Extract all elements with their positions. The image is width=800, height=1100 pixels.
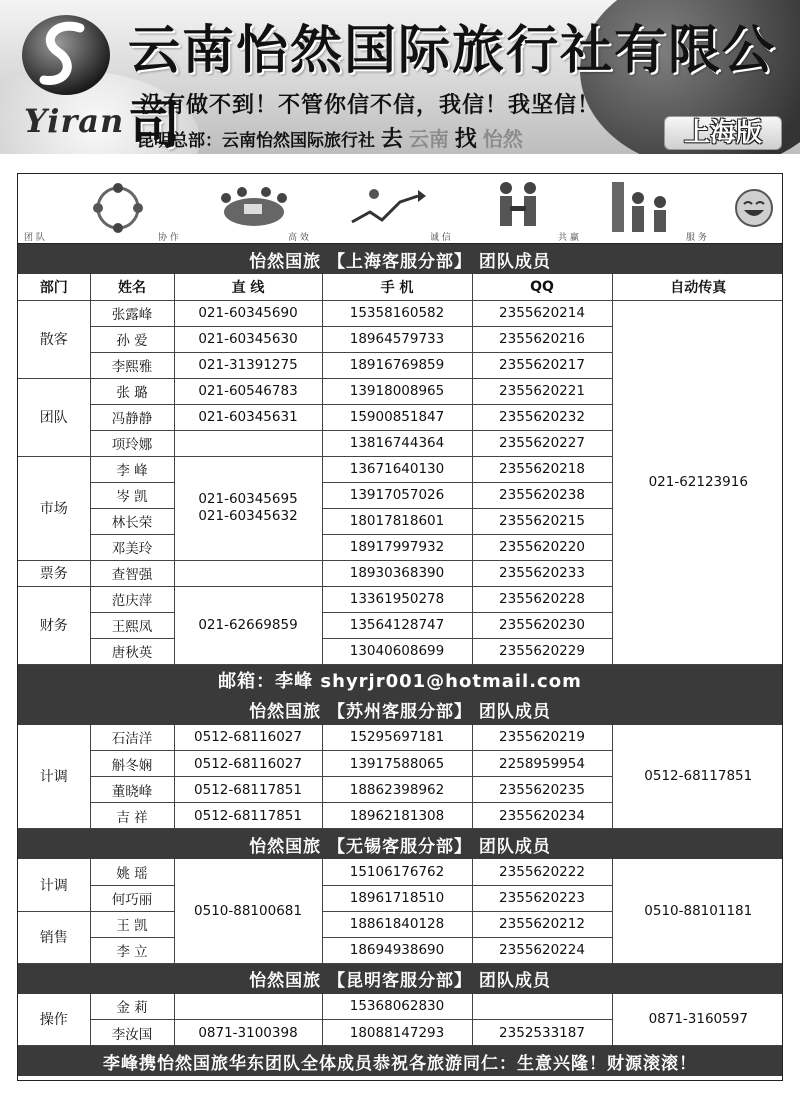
hq-prefix: 昆明总部：云南怡然国际旅行社	[137, 131, 375, 151]
qq-cell: 2355620227	[472, 430, 612, 456]
name-cell: 王熙凤	[90, 612, 174, 638]
phone-cell: 021-62669859	[174, 586, 322, 664]
phone-cell: 0512-68117851	[174, 803, 322, 829]
qq-cell: 2258959954	[472, 751, 612, 777]
mobile-cell: 13918008965	[322, 378, 472, 404]
name-cell: 姚 瑶	[90, 859, 174, 885]
email-band: 邮箱：李峰 shyrjr001@hotmail.com	[18, 665, 782, 695]
qq-cell: 2352533187	[472, 1020, 612, 1046]
name-cell: 孙 爱	[90, 326, 174, 352]
header-mobile: 手 机	[322, 274, 472, 300]
qq-cell: 2355620228	[472, 586, 612, 612]
mobile-cell: 18862398962	[322, 777, 472, 803]
qq-cell: 2355620229	[472, 638, 612, 664]
phone-cell: 021-31391275	[174, 352, 322, 378]
dept-cell: 财务	[18, 586, 90, 664]
qq-cell: 2355620220	[472, 534, 612, 560]
mobile-cell: 13917588065	[322, 751, 472, 777]
name-cell: 李熙雅	[90, 352, 174, 378]
hq-go: 去	[380, 127, 403, 152]
mobile-cell: 18930368390	[322, 560, 472, 586]
shanghai-table	[18, 274, 783, 665]
value-label: 高 效	[288, 233, 309, 243]
hq-find: 找	[454, 127, 477, 152]
qq-cell: 2355620223	[472, 885, 612, 911]
phone-cell	[174, 994, 322, 1020]
name-cell: 李汝国	[90, 1020, 174, 1046]
name-cell: 斛冬娴	[90, 751, 174, 777]
header-qq: QQ	[472, 274, 612, 300]
suzhou-section-band: 怡然国旅 【苏州客服分部】 团队成员	[18, 695, 782, 725]
mobile-cell: 15368062830	[322, 994, 472, 1020]
mobile-cell: 18861840128	[322, 911, 472, 937]
phone-cell: 021-60345690	[174, 300, 322, 326]
phone-cell: 0510-88100681	[174, 859, 322, 963]
phone-cell: 0512-68116027	[174, 725, 322, 751]
fax-cell: 0512-68117851	[612, 725, 783, 829]
mobile-cell: 13917057026	[322, 482, 472, 508]
growth-arrow-icon	[348, 182, 428, 234]
fax-cell: 0510-88101181	[612, 859, 783, 963]
phone-cell: 0512-68117851	[174, 777, 322, 803]
dept-cell: 操作	[18, 994, 90, 1046]
value-label: 共 赢	[558, 233, 579, 243]
mobile-cell: 15358160582	[322, 300, 472, 326]
table-row	[18, 859, 783, 885]
name-cell: 董晓峰	[90, 777, 174, 803]
dept-cell: 市场	[18, 456, 90, 560]
name-cell: 冯静静	[90, 404, 174, 430]
name-cell: 项玲娜	[90, 430, 174, 456]
phone-cell	[174, 430, 322, 456]
dept-cell: 团队	[18, 378, 90, 456]
slogan: 没有做不到！不管你信不信，我信！我坚信！	[140, 93, 601, 118]
qq-cell: 2355620216	[472, 326, 612, 352]
qq-cell: 2355620222	[472, 859, 612, 885]
contact-directory	[17, 173, 783, 1081]
name-cell: 范庆萍	[90, 586, 174, 612]
qq-cell: 2355620221	[472, 378, 612, 404]
mobile-cell: 18694938690	[322, 937, 472, 963]
mobile-cell: 18917997932	[322, 534, 472, 560]
wuxi-table	[18, 859, 783, 964]
mobile-cell: 18916769859	[322, 352, 472, 378]
header-phone: 直 线	[174, 274, 322, 300]
table-row	[18, 300, 783, 326]
mobile-cell: 18964579733	[322, 326, 472, 352]
name-cell: 李 峰	[90, 456, 174, 482]
name-cell: 李 立	[90, 937, 174, 963]
qq-cell: 2355620224	[472, 937, 612, 963]
company-name: 云南怡然国际旅行社有限公司	[128, 21, 777, 154]
phone-cell: 0871-3100398	[174, 1020, 322, 1046]
mobile-cell: 15295697181	[322, 725, 472, 751]
qq-cell: 2355620230	[472, 612, 612, 638]
phone-cell	[174, 560, 322, 586]
teamwork-figures-icon	[78, 180, 158, 236]
fax-cell: 021-62123916	[612, 300, 783, 664]
qq-cell	[472, 994, 612, 1020]
kunming-section-band: 怡然国旅 【昆明客服分部】 团队成员	[18, 964, 782, 994]
phone-cell: 0512-68116027	[174, 751, 322, 777]
name-cell: 岑 凯	[90, 482, 174, 508]
edition-badge: 上海版	[664, 116, 782, 150]
suzhou-table	[18, 725, 783, 830]
smiley-icon	[734, 188, 774, 228]
headquarters-line	[137, 122, 523, 153]
qq-cell: 2355620232	[472, 404, 612, 430]
kunming-table	[18, 994, 783, 1047]
table-row	[18, 725, 783, 751]
mobile-cell: 13361950278	[322, 586, 472, 612]
table-header-row	[18, 274, 783, 300]
name-cell: 王 凯	[90, 911, 174, 937]
phone-line: 021-60345695	[198, 491, 298, 507]
dept-cell: 计调	[18, 725, 90, 829]
dept-cell: 散客	[18, 300, 90, 378]
name-cell: 唐秋英	[90, 638, 174, 664]
footer-greeting-band: 李峰携怡然国旅华东团队全体成员恭祝各旅游同仁：生意兴隆！财源滚滚！	[18, 1046, 782, 1076]
dept-cell: 票务	[18, 560, 90, 586]
logo-text: Yiran	[24, 102, 125, 140]
qq-cell: 2355620218	[472, 456, 612, 482]
header-fax: 自动传真	[612, 274, 783, 300]
header-dept: 部门	[18, 274, 90, 300]
value-label: 诚 信	[430, 233, 451, 243]
wuxi-section-band: 怡然国旅 【无锡客服分部】 团队成员	[18, 829, 782, 859]
phone-cell: 021-60345630	[174, 326, 322, 352]
meeting-table-icon	[214, 182, 294, 234]
name-cell: 吉 祥	[90, 803, 174, 829]
mobile-cell: 13671640130	[322, 456, 472, 482]
qq-cell: 2355620214	[472, 300, 612, 326]
name-cell: 邓美玲	[90, 534, 174, 560]
name-cell: 金 莉	[90, 994, 174, 1020]
value-label: 协 作	[158, 233, 179, 243]
mobile-cell: 15106176762	[322, 859, 472, 885]
mobile-cell: 13564128747	[322, 612, 472, 638]
name-cell: 石洁洋	[90, 725, 174, 751]
mobile-cell: 13816744364	[322, 430, 472, 456]
qq-cell: 2355620233	[472, 560, 612, 586]
hq-yiran: 怡然	[482, 127, 523, 151]
win-win-figures-icon	[608, 178, 678, 236]
qq-cell: 2355620212	[472, 911, 612, 937]
handshake-icon	[488, 180, 548, 236]
table-row	[18, 994, 783, 1020]
value-label: 团 队	[24, 233, 45, 243]
name-cell: 林长荣	[90, 508, 174, 534]
name-cell: 查智强	[90, 560, 174, 586]
qq-cell: 2355620215	[472, 508, 612, 534]
hq-yunnan: 云南	[408, 127, 449, 151]
mobile-cell: 13040608699	[322, 638, 472, 664]
phone-cell: 021-60546783	[174, 378, 322, 404]
qq-cell: 2355620235	[472, 777, 612, 803]
shanghai-section-band: 怡然国旅 【上海客服分部】 团队成员	[18, 244, 782, 274]
dept-cell: 计调	[18, 859, 90, 911]
phone-cell: 021-60345631	[174, 404, 322, 430]
mobile-cell: 18017818601	[322, 508, 472, 534]
values-strip	[18, 174, 782, 244]
qq-cell: 2355620219	[472, 725, 612, 751]
header-name: 姓名	[90, 274, 174, 300]
fax-cell: 0871-3160597	[612, 994, 783, 1046]
logo-icon	[18, 10, 114, 100]
qq-cell: 2355620217	[472, 352, 612, 378]
mobile-cell: 15900851847	[322, 404, 472, 430]
dept-cell: 销售	[18, 911, 90, 963]
qq-cell: 2355620238	[472, 482, 612, 508]
header-banner	[0, 0, 800, 154]
name-cell: 张露峰	[90, 300, 174, 326]
mobile-cell: 18088147293	[322, 1020, 472, 1046]
qq-cell: 2355620234	[472, 803, 612, 829]
value-label: 服 务	[686, 233, 707, 243]
mobile-cell: 18961718510	[322, 885, 472, 911]
mobile-cell: 18962181308	[322, 803, 472, 829]
phone-cell	[174, 456, 322, 560]
phone-line: 021-60345632	[198, 508, 298, 524]
name-cell: 张 璐	[90, 378, 174, 404]
name-cell: 何巧丽	[90, 885, 174, 911]
